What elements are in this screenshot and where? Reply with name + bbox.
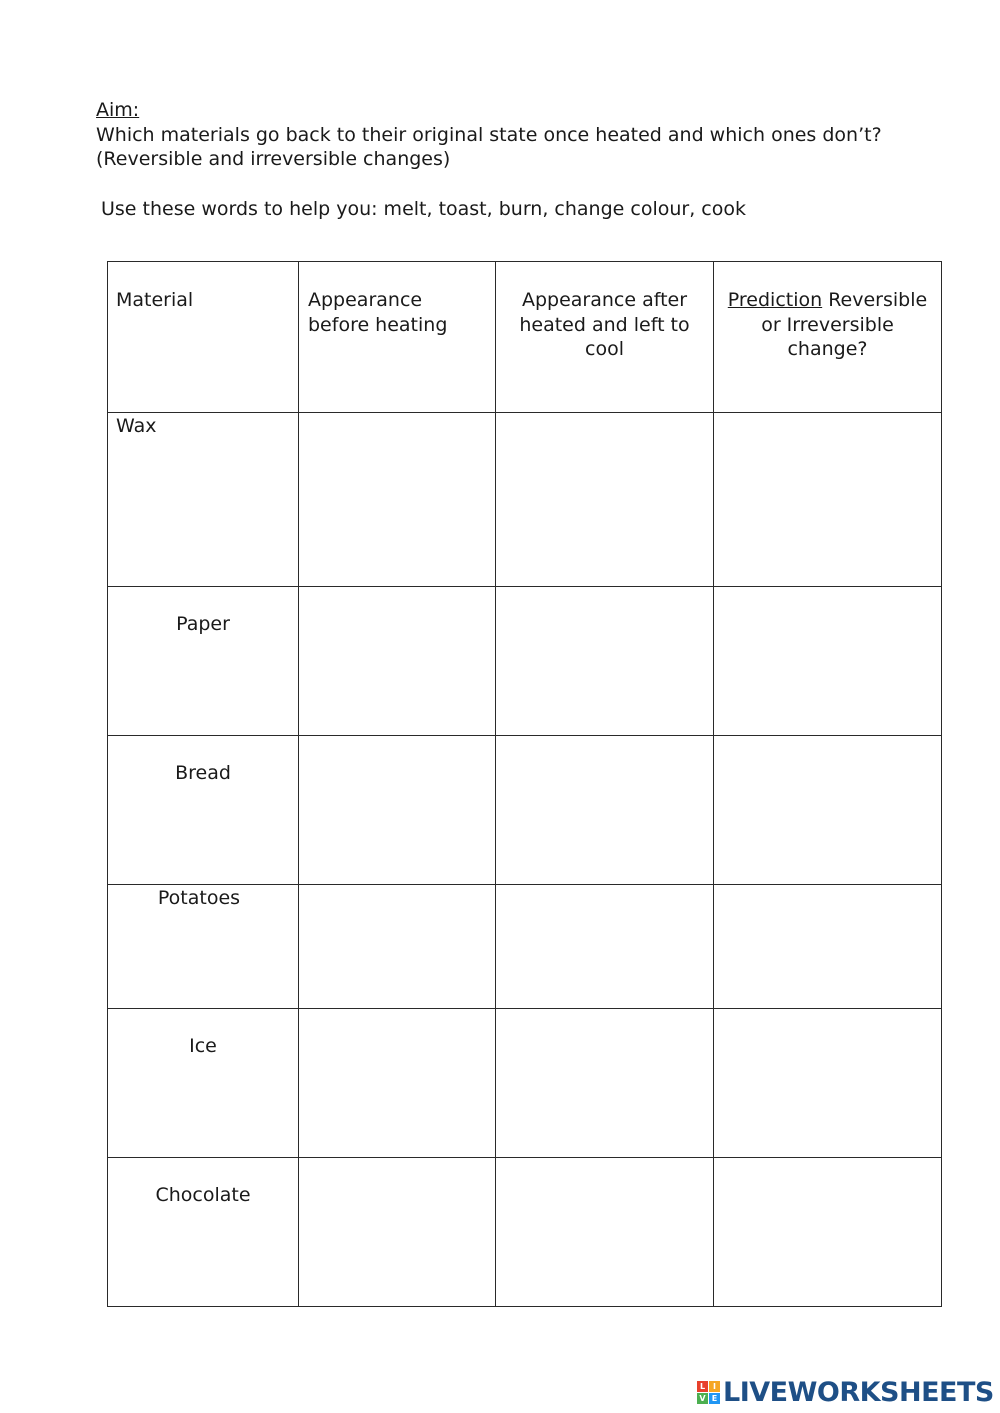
prediction-cell[interactable] <box>714 413 942 587</box>
prediction-underlined: Prediction <box>727 289 823 311</box>
before-cell[interactable] <box>299 736 496 885</box>
aim-question: Which materials go back to their original state once heated and which ones don’t? <box>96 123 882 146</box>
header-prediction <box>714 262 942 413</box>
header-row <box>108 262 942 413</box>
word-hint: Use these words to help you: melt, toast, burn, change colour, cook <box>101 198 746 220</box>
table-row <box>108 413 942 587</box>
prediction-cell[interactable] <box>714 885 942 1009</box>
prediction-cell[interactable] <box>714 1158 942 1307</box>
before-cell[interactable] <box>299 587 496 736</box>
prediction-cell[interactable] <box>714 1009 942 1158</box>
header-after-heating: Appearance after heated and left to cool <box>496 262 714 413</box>
before-cell[interactable] <box>299 1158 496 1307</box>
prediction-cell[interactable] <box>714 587 942 736</box>
material-cell: Potatoes <box>108 885 299 1009</box>
aim-label: Aim: <box>96 99 140 121</box>
before-cell[interactable] <box>299 1009 496 1158</box>
after-cell[interactable] <box>496 1009 714 1158</box>
after-cell[interactable] <box>496 1158 714 1307</box>
liveworksheets-logo[interactable] <box>697 1377 994 1408</box>
prediction-rest: Reversible or Irreversible change? <box>761 289 928 360</box>
logo-badge-letter: E <box>709 1393 720 1404</box>
header-before-heating: Appearance before heating <box>299 262 496 413</box>
material-cell: Wax <box>108 413 299 587</box>
prediction-cell[interactable] <box>714 736 942 885</box>
material-cell: Paper <box>108 587 299 736</box>
table-row <box>108 885 942 1009</box>
logo-badge-letter: V <box>697 1393 708 1404</box>
aim-block <box>96 98 882 172</box>
after-cell[interactable] <box>496 736 714 885</box>
material-cell: Chocolate <box>108 1158 299 1307</box>
after-cell[interactable] <box>496 413 714 587</box>
logo-badge-letter: I <box>709 1381 720 1392</box>
logo-text: LIVEWORKSHEETS <box>723 1377 994 1408</box>
table-row <box>108 1009 942 1158</box>
aim-subtitle: (Reversible and irreversible changes) <box>96 148 451 170</box>
before-cell[interactable] <box>299 413 496 587</box>
worksheet-table <box>107 261 942 1307</box>
material-cell: Ice <box>108 1009 299 1158</box>
table-row <box>108 736 942 885</box>
material-cell: Bread <box>108 736 299 885</box>
table-row <box>108 1158 942 1307</box>
after-cell[interactable] <box>496 587 714 736</box>
logo-badge-letter: L <box>697 1381 708 1392</box>
before-cell[interactable] <box>299 885 496 1009</box>
logo-badge-icon <box>697 1381 720 1404</box>
after-cell[interactable] <box>496 885 714 1009</box>
header-material: Material <box>108 262 299 413</box>
table-row <box>108 587 942 736</box>
